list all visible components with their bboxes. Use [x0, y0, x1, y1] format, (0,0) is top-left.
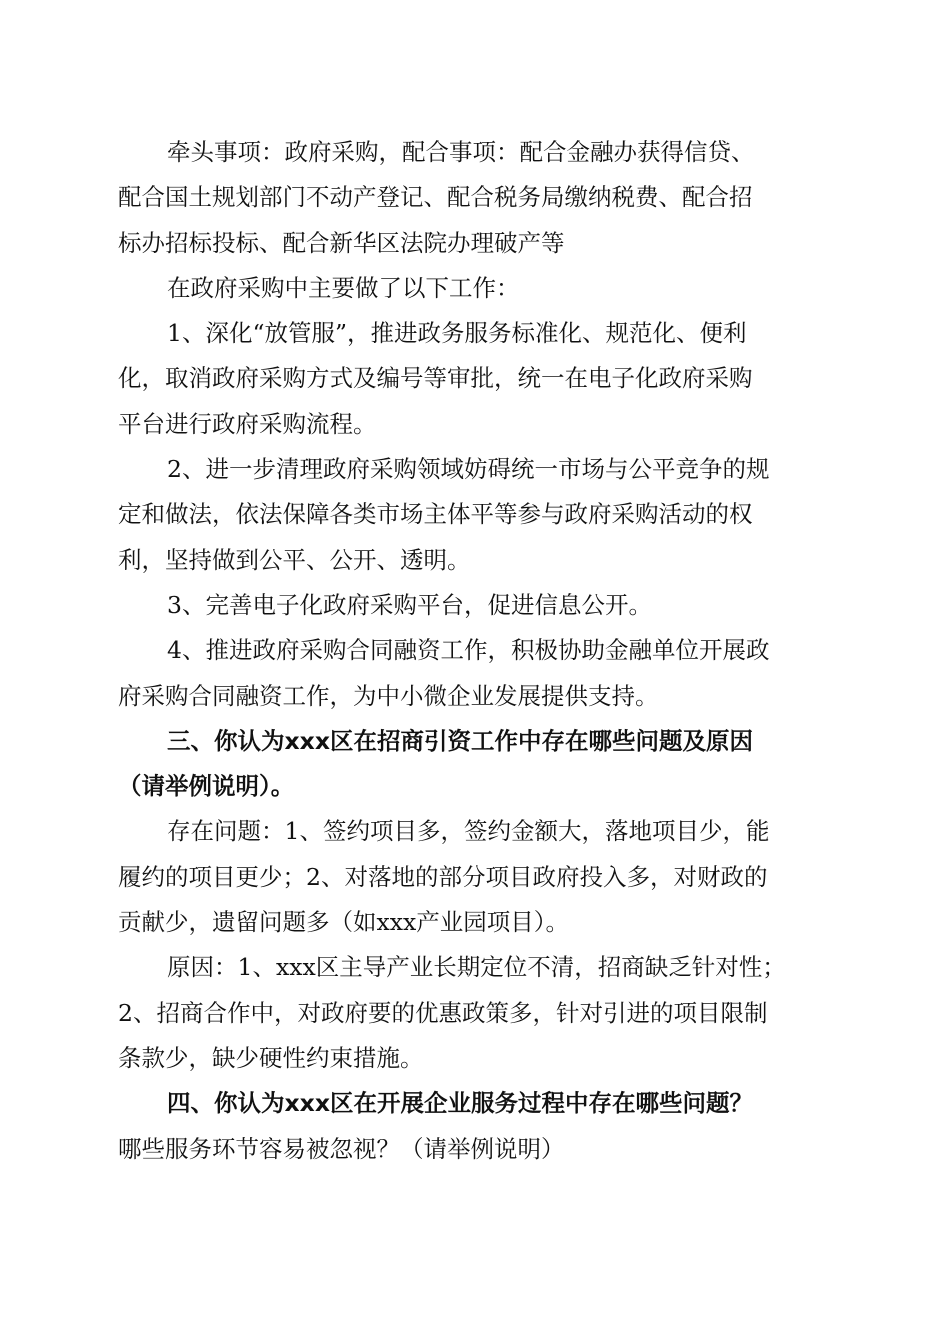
section-heading-4: 四、你认为xxx区在开展企业服务过程中存在哪些问题？: [167, 1089, 753, 1118]
paragraph-line: 条款少，缺少硬性约束措施。: [118, 1043, 424, 1072]
paragraph-line: 标办招标投标、配合新华区法院办理破产等: [118, 228, 565, 257]
paragraph-line: 配合国土规划部门不动产登记、配合税务局缴纳税费、配合招: [118, 183, 753, 212]
paragraph-line: 化，取消政府采购方式及编号等审批，统一在电子化政府采购: [118, 364, 753, 393]
paragraph-line: 2、招商合作中，对政府要的优惠政策多，针对引进的项目限制: [118, 998, 768, 1027]
paragraph-line: 3、完善电子化政府采购平台，促进信息公开。: [167, 590, 652, 619]
paragraph-line: 定和做法，依法保障各类市场主体平等参与政府采购活动的权: [118, 500, 753, 529]
section-heading-3-cont: （请举例说明）。: [118, 772, 295, 801]
paragraph-line: 2、进一步清理政府采购领域妨碍统一市场与公平竞争的规: [167, 455, 770, 484]
paragraph-line: 1、深化“放管服”，推进政务服务标准化、规范化、便利: [167, 319, 747, 348]
paragraph-line: 履约的项目更少；2、对落地的部分项目政府投入多，对财政的: [118, 862, 768, 891]
paragraph-line: 4、推进政府采购合同融资工作，积极协助金融单位开展政: [167, 636, 770, 665]
paragraph-line: 府采购合同融资工作，为中小微企业发展提供支持。: [118, 681, 659, 710]
section-heading-3: 三、你认为xxx区在招商引资工作中存在哪些问题及原因: [167, 726, 753, 755]
paragraph-line: 原因：1、xxx区主导产业长期定位不清，招商缺乏针对性；: [167, 953, 786, 982]
paragraph-line: 牵头事项：政府采购，配合事项：配合金融办获得信贷、: [167, 138, 755, 166]
paragraph-line: 利，坚持做到公平、公开、透明。: [118, 545, 471, 574]
paragraph-line: 存在问题：1、签约项目多，签约金额大，落地项目少，能: [167, 817, 770, 846]
document-page: [118, 130, 830, 1172]
paragraph-line: 贡献少，遗留问题多（如xxx产业园项目）。: [118, 908, 570, 937]
paragraph-line: 在政府采购中主要做了以下工作：: [167, 273, 520, 302]
paragraph-line: 平台进行政府采购流程。: [118, 409, 377, 438]
paragraph-line: 哪些服务环节容易被忽视？（请举例说明）: [118, 1134, 565, 1163]
